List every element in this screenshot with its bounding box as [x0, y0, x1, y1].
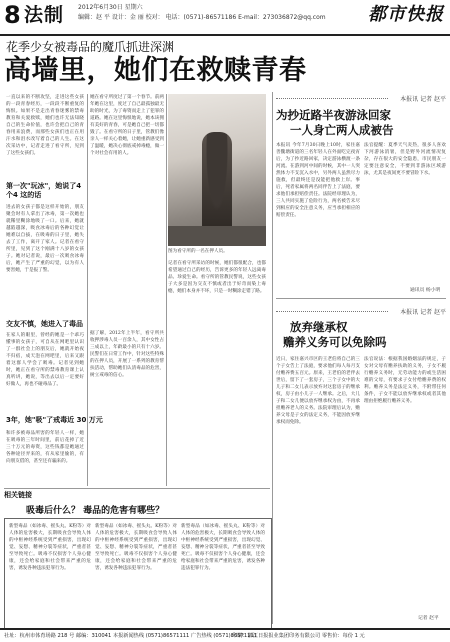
- related-box-label: 相关链接: [4, 491, 32, 499]
- page-number: 8: [4, 1, 21, 29]
- label-rule: [276, 98, 388, 99]
- right-bottom-text-b: 法官说法：根据我国婚姻法的规定，子女对父母有赡养扶助的义务，子女不履行赡养义务时，无劳动能力的或生活困难的父母，有要求子女付给赡养费的权利。赡养义务是法定义务，不附带任何条件，子女不能以放弃继承权或者其他理由拒绝履行赡养义务。: [364, 357, 446, 404]
- column-divider: [87, 94, 88, 486]
- right-bottom-headline-1: 放弃继承权: [290, 320, 348, 334]
- right-top-label-text: 本报讯 记者 赵平: [400, 96, 446, 103]
- lead-body-3: 和许多被毒品所害的年轻人一样，她在吸毒的三年时间里，前后花掉了近三十万元的毒资，这些钱都是她通过各种途径弄来的，有从家里偷的，有向朋友借的，甚至还有骗来的。: [6, 431, 84, 464]
- lead-col2-text-b: 据了解，2012年上半年，看守所共收押涉毒人员一百余人，其中女性占三成以上，年龄最小的只有十六岁。民警们在日常工作中，针对这些特殊的在押人员，开展了一系列的教育帮扶活动，帮助她们认清毒品的危害，树立戒毒的信心。: [90, 331, 164, 378]
- right-top-headline-1: 为抄近路半夜游泳回家: [276, 108, 391, 122]
- lead-col2-text: 她在看守所度过了第一个春节。前两年她在这里，度过了自己最孤独最无助的时光，为了毒资而走上了犯罪的道路。她在这里悔恨地说，她本该拥有美好的青春，可是她自己把一切都毁了。在看守所的日子里，管教们像亲人一样关心着她，让她重新感受到了温暖，她决心彻底戒掉毒瘾，做一个对社会有用的人。: [90, 95, 164, 156]
- photo-caption: 图为看守所的一名在押人员。: [168, 249, 228, 254]
- photo-ground: [168, 226, 266, 246]
- lead-intro-text: 一直以来的不断攻坚，走进这些女孩的一段青春经历，一段段不断重复的悔恨。如果不是走出青春迷雾的禁毒教育和关爱救赎，她们也许无法知晓自己的生命价值，也许会把自己的青春用来浪费，而那些女孩们也正在用汗水和泪水改写着自己的人生。在这次采访中，记者走进了看守所，见到了这些女孩们。: [6, 95, 84, 156]
- lead-subhead-1: 第一次"玩冰"，她说了4个4 这的话: [6, 182, 82, 199]
- header-date: 2012年6月30日 星期六: [78, 4, 143, 11]
- column-divider: [272, 92, 273, 624]
- header-contact: 编辑：赵 平 设计：金 丽 校对： 电话：(0571)-86571186 E-mail：273036872@qq.com: [78, 14, 326, 21]
- label-rule: [276, 311, 388, 312]
- related-box: [4, 518, 272, 630]
- lead-col3-text: 记者在看守所采访的时候，她们都很配合，也都希望通过自己的经历，告诉更多的年轻人远离毒品、珍爱生命。看守所的管教民警说，这些女孩子大多是因为交友不慎或者出于好奇而染上毒瘾，她们本身并不坏，只是一时糊涂走错了路。: [168, 261, 266, 294]
- lead-subhead-2: 交友不慎，她进入了毒品: [6, 320, 83, 328]
- right-bottom-label: [276, 307, 446, 317]
- section-name: 法制: [24, 4, 65, 26]
- column-divider: [166, 94, 167, 486]
- related-box-text-1: 新型毒品（如冰毒、摇头丸、K粉等）对人体的危害极大，长期吸食会导致人体的中枢神经系统受到严重损害，出现幻觉、妄想、精神分裂等症状，严重者甚至导致死亡。吸毒不仅损害个人身心健康，还会给家庭和社会带来严重的危害，诱发各种违法犯罪行为。: [9, 524, 91, 571]
- footer-printer: 印刷：浙江日报报业集团印务有限公司 零售价：每份 1 元: [232, 633, 365, 639]
- right-top-headline-2: 一人身亡两人成被告: [290, 123, 394, 137]
- right-top-signature: 通讯员 杨小明: [410, 288, 441, 293]
- lead-photo: [168, 94, 266, 246]
- section-divider: [4, 488, 270, 489]
- lead-subtitle: 花季少女被毒品的魔爪抓进深渊: [6, 40, 175, 54]
- lead-body-2: 在家人的眼里，曾经的她是一个乖巧懂事的女孩子，可自从在网吧里认识了一群社会上的朋友后，她就开始夜不归宿，成天泡在网吧里，后来又跟着这群人学会了吸毒。记者见到她时，她正在看守所的禁毒教育课上认真听讲，她说，等出去以后一定要好好做人，再也不碰毒品了。: [6, 333, 84, 387]
- section-divider: [276, 298, 446, 299]
- footer-address: 社址：杭州市体育场路 218 号 邮编：310041 本报新闻热线 (0571)86571111 广告热线 (0571)86571111: [4, 633, 258, 639]
- related-box-text-3: 新型毒品（如冰毒、摇头丸、K粉等）对人体的危害极大，长期吸食会导致人体的中枢神经系统受到严重损害，出现幻觉、妄想、精神分裂等症状，严重者甚至导致死亡。吸毒不仅损害个人身心健康，还会给家庭和社会带来严重的危害，诱发各种违法犯罪行为。: [181, 524, 265, 571]
- page-header: [0, 0, 450, 36]
- lead-headline: 高墙里，她们在救赎青春: [4, 55, 307, 86]
- lead-subhead-3: 3年，她"吸"了戒毒近 30 万元: [6, 416, 103, 424]
- right-top-text-a: 本报讯 今年7月30日晚上10时，家住嘉善魏塘街道的三名年轻人在外面吃完夜宵后，为了抄近路回家，决定游泳横渡一条河流。在游到河中间的时候，其中一人突然体力不支沉入水中，另外两人虽然尽力施救，但最终还是没能把他救上岸。事后，死者家属将两名同伴告上了法庭，要求他们承担赔偿责任。法院经审理认为，三人共同实施了危险行为，两名被告未尽到相应的安全注意义务，应当承担相应的赔偿责任。: [276, 143, 360, 218]
- lead-body-1: 进去的女孩子都是这样开始的，朋友聚会时有人拿出了冰毒，第一次她也就稀里糊涂地吸了一口。后来，她就越陷越深，吸食冰毒后的各种幻觉让她难以自拔，在吸毒的日子里，她失去了工作，离开了家人。记者在看守所里，见到了这个刚满十八岁的女孩子。她对记者说，最后一次吸食冰毒后，她产生了严重的幻觉，以为有人要害她，于是报了警。: [6, 205, 84, 273]
- right-top-label: [276, 94, 446, 104]
- right-top-text-b: 法官提醒：夏季天气炎热，很多人喜欢下河游泳消暑，但是野外河流情况复杂，存在很大的安全隐患，市民朋友一定要注意安全，不要到非游泳区域游泳，尤其是夜间更不要冒险下水。: [364, 143, 446, 176]
- right-bottom-text-a: 近日，家住嘉兴市区的王老伯将自己的三个子女告上了法庭，要求他们每人每月支付赡养费五百元。原来，王老伯的老伴去世后，留下了一套房子，三个子女中的大儿子和二女儿表示放弃对这套房子的继承权，房子由小儿子一人继承。之后，大儿子和二女儿便以放弃继承权为由，不再承担赡养老人的义务。法院审理后认为，赡养父母是子女的法定义务，不能因放弃继承权而免除。: [276, 357, 360, 425]
- right-bottom-label-text: 本报讯 记者 赵平: [400, 309, 446, 316]
- related-box-title: 吸毒后什么？ 毒品的危害有哪些？: [26, 506, 165, 516]
- related-box-text-2: 新型毒品（如冰毒、摇头丸、K粉等）对人体的危害极大，长期吸食会导致人体的中枢神经系统受到严重损害，出现幻觉、妄想、精神分裂等症状，严重者甚至导致死亡。吸毒不仅损害个人身心健康，还会给家庭和社会带来严重的危害，诱发各种违法犯罪行为。: [95, 524, 177, 571]
- newspaper-masthead: 都市快报: [368, 4, 444, 25]
- photo-figure: [202, 132, 232, 232]
- right-bottom-signature: 记者 赵平: [418, 616, 439, 621]
- right-bottom-headline-2: 赡养义务可以免除吗: [283, 335, 387, 349]
